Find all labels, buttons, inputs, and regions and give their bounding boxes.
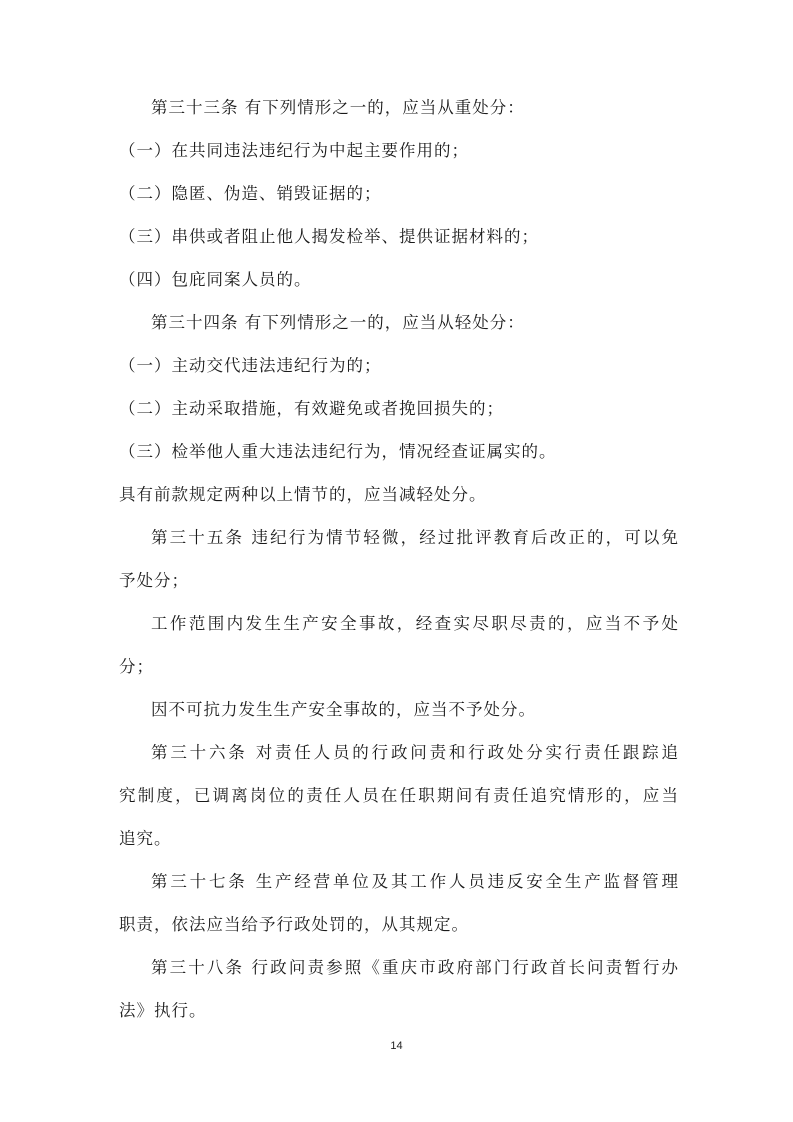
article-38-line-1: 第三十八条 行政问责参照《重庆市政府部门行政首长问责暂行办 [151,958,679,977]
article-36-line-1: 第三十六条 对责任人员的行政问责和行政处分实行责任跟踪追 [151,743,679,762]
article-34-item-3: （三）检举他人重大违法违纪行为，情况经查证属实的。 [119,442,557,461]
page-number: 14 [390,1040,403,1052]
article-33-item-3: （三）串供或者阻止他人揭发检举、提供证据材料的； [119,227,539,246]
article-35-para3: 因不可抗力发生生产安全事故的，应当不予处分。 [151,700,536,719]
article-38-line-2: 法》执行。 [119,1001,207,1020]
article-35-line-2: 予处分； [119,571,189,590]
article-34-item-1: （一）主动交代违法违纪行为的； [119,356,382,375]
article-36-line-3: 追究。 [119,829,172,848]
article-34-heading: 第三十四条 有下列情形之一的，应当从轻处分： [151,313,525,332]
article-33-heading: 第三十三条 有下列情形之一的，应当从重处分： [151,98,525,117]
article-34-note: 具有前款规定两种以上情节的，应当减轻处分。 [119,485,487,504]
article-37-line-2: 职责，依法应当给予行政处罚的，从其规定。 [119,915,469,934]
article-35-line-1: 第三十五条 违纪行为情节轻微，经过批评教育后改正的，可以免 [151,528,679,547]
article-36-line-2: 究制度，已调离岗位的责任人员在任职期间有责任追究情形的，应当 [119,786,679,805]
article-35-para2-line-2: 分； [119,657,154,676]
article-35-para2-line-1: 工作范围内发生生产安全事故，经查实尽职尽责的，应当不予处 [151,614,679,633]
article-34-item-2: （二）主动采取措施，有效避免或者挽回损失的； [119,399,504,418]
article-33-item-4: （四）包庇同案人员的。 [119,270,312,289]
article-33-item-1: （一）在共同违法违纪行为中起主要作用的； [119,141,469,160]
article-37-line-1: 第三十七条 生产经营单位及其工作人员违反安全生产监督管理 [151,872,679,891]
article-33-item-2: （二）隐匿、伪造、销毁证据的； [119,184,382,203]
